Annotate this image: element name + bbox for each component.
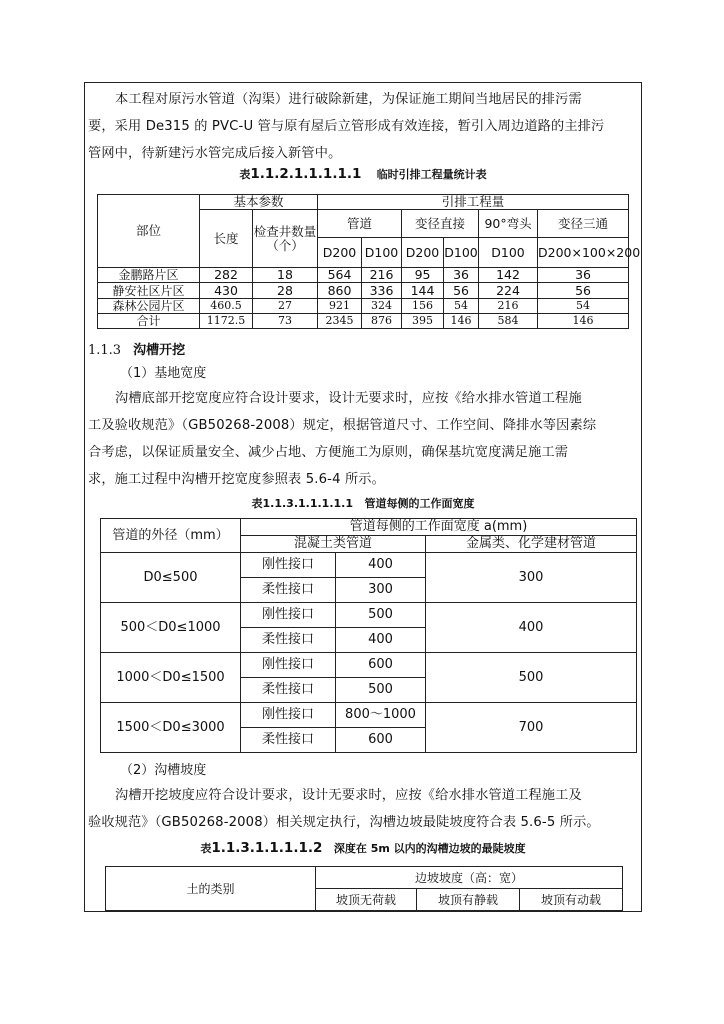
table2-caption-title: 管道每侧的工作面宽度: [364, 497, 475, 510]
header-pipe: 管道: [318, 210, 402, 238]
header-reducer: 变径直接: [402, 210, 479, 238]
table2-caption-number: 1.1.3.1.1.1.1.1: [262, 497, 353, 510]
rigid-joint-label: 刚性接口: [241, 553, 336, 578]
region-name: 合计: [98, 314, 200, 329]
cell-reducer-d200: 95: [402, 268, 444, 283]
cell-reducer-d200: 156: [402, 299, 444, 314]
cell-elbow: 216: [479, 299, 538, 314]
header-soil-type: 土的类别: [106, 867, 316, 911]
rigid-joint-label: 刚性接口: [241, 703, 336, 728]
cell-pipe-d100: 324: [362, 299, 402, 314]
cell-wells: 73: [253, 314, 318, 329]
cell-wells: 18: [253, 268, 318, 283]
metal-pipe-value: 500: [426, 653, 637, 703]
para2-line-1: 沟槽底部开挖宽度应符合设计要求，设计无要求时，应按《给水排水管道工程施: [115, 391, 582, 406]
para2-line-2: 工及验收规范》（GB50268-2008）规定，根据管道尺寸、工作空间、降排水等因素综: [88, 418, 597, 433]
flexible-joint-label: 柔性接口: [241, 628, 336, 653]
flexible-joint-value: 500: [336, 678, 426, 703]
rigid-joint-value: 400: [336, 553, 426, 578]
header-reducer-d200: D200: [402, 238, 444, 268]
rigid-joint-value: 600: [336, 653, 426, 678]
intro-line-2: 要，采用 De315 的 PVC-U 管与原有屋后立管形成有效连接，暂引入周边道路的主排污: [88, 119, 605, 134]
metal-pipe-value: 400: [426, 603, 637, 653]
header-work-face-width: 管道每侧的工作面宽度 a(mm): [241, 519, 637, 536]
drainage-quantity-table: [97, 194, 641, 329]
cell-tee: 56: [538, 283, 629, 299]
flexible-joint-label: 柔性接口: [241, 728, 336, 753]
cell-pipe-d200: 921: [318, 299, 362, 314]
trench-width-paragraph: [88, 385, 638, 493]
cell-tee: 54: [538, 299, 629, 314]
cell-elbow: 584: [479, 314, 538, 329]
table-row-total: [98, 314, 629, 329]
rigid-joint-label: 刚性接口: [241, 653, 336, 678]
table-row: [101, 653, 637, 678]
header-basic-params: 基本参数: [200, 195, 318, 210]
metal-pipe-value: 700: [426, 703, 637, 753]
rigid-joint-value: 500: [336, 603, 426, 628]
header-pipe-d200: D200: [318, 238, 362, 268]
intro-paragraph: [88, 86, 638, 167]
trench-slope-paragraph: [88, 782, 638, 836]
cell-reducer-d100: 54: [444, 299, 479, 314]
metal-pipe-value: 300: [426, 553, 637, 603]
header-pipe-d100: D100: [362, 238, 402, 268]
cell-wells: 28: [253, 283, 318, 299]
diameter-range: 500＜D0≤1000: [101, 603, 241, 653]
header-slope-ratio: 边坡坡度（高：宽）: [316, 867, 623, 889]
table3-caption-prefix: 表: [200, 842, 212, 855]
header-elbow-d100: D100: [479, 238, 538, 268]
para3-line-1: 沟槽开挖坡度应符合设计要求，设计无要求时，应按《给水排水管道工程施工及: [115, 788, 582, 803]
cell-reducer-d100: 36: [444, 268, 479, 283]
table3-caption-number: 1.1.3.1.1.1.1.2: [211, 840, 323, 856]
header-region: 部位: [98, 195, 200, 268]
header-outer-diameter: 管道的外径（mm）: [101, 519, 241, 553]
table2-caption-prefix: 表: [251, 497, 263, 510]
region-name: 静安社区片区: [98, 283, 200, 299]
cell-pipe-d100: 216: [362, 268, 402, 283]
header-no-load: 坡顶无荷载: [316, 889, 417, 911]
table-row: [101, 553, 637, 578]
header-tee-size: D200×100×200: [538, 238, 629, 268]
section-title: 沟槽开挖: [133, 343, 186, 358]
cell-pipe-d100: 876: [362, 314, 402, 329]
header-length: 长度: [200, 210, 253, 268]
rigid-joint-value: 800～1000: [336, 703, 426, 728]
region-name: 森林公园片区: [98, 299, 200, 314]
table1-caption-number: 1.1.2.1.1.1.1.1: [250, 166, 362, 182]
header-reducer-d100: D100: [444, 238, 479, 268]
table2-caption: [84, 495, 642, 511]
cell-reducer-d100: 146: [444, 314, 479, 329]
header-dynamic-load: 坡顶有动载: [520, 889, 623, 911]
para2-line-4: 求，施工过程中沟槽开挖宽度参照表 5.6-4 所示。: [88, 472, 385, 487]
cell-pipe-d100: 336: [362, 283, 402, 299]
cell-length: 430: [200, 283, 253, 299]
diameter-range: 1500＜D0≤3000: [101, 703, 241, 753]
cell-pipe-d200: 2345: [318, 314, 362, 329]
cell-pipe-d200: 860: [318, 283, 362, 299]
table-row: [101, 603, 637, 628]
table1-caption-prefix: 表: [239, 168, 251, 181]
header-metal-pipe: 金属类、化学建材管道: [426, 536, 637, 553]
rigid-joint-label: 刚性接口: [241, 603, 336, 628]
para2-line-3: 合考虑，以保证质量安全、减少占地、方便施工为原则，确保基坑宽度满足施工需: [88, 445, 569, 460]
cell-reducer-d100: 56: [444, 283, 479, 299]
header-tee: 变径三通: [538, 210, 629, 238]
table1-caption: [84, 166, 642, 182]
table-row: [98, 299, 629, 314]
table-row: [101, 703, 637, 728]
subheading-base-width: （1）基地宽度: [120, 366, 207, 381]
cell-length: 460.5: [200, 299, 253, 314]
region-name: 金鹏路片区: [98, 268, 200, 283]
cell-tee: 36: [538, 268, 629, 283]
work-face-width-table: [100, 518, 637, 753]
cell-elbow: 224: [479, 283, 538, 299]
flexible-joint-label: 柔性接口: [241, 678, 336, 703]
header-concrete-pipe: 混凝土类管道: [241, 536, 426, 553]
cell-pipe-d200: 564: [318, 268, 362, 283]
flexible-joint-value: 400: [336, 628, 426, 653]
section-number: 1.1.3: [88, 343, 122, 358]
flexible-joint-value: 300: [336, 578, 426, 603]
cell-elbow: 142: [479, 268, 538, 283]
para3-line-2: 验收规范》（GB50268-2008）相关规定执行，沟槽边坡最陡坡度符合表 5.6-5 所示。: [88, 815, 600, 830]
table-row: [98, 268, 629, 283]
intro-line-1: 本工程对原污水管道（沟渠）进行破除新建，为保证施工期间当地居民的排污需: [115, 92, 582, 107]
slope-table: [105, 866, 623, 911]
header-drain-quantity: 引排工程量: [318, 195, 629, 210]
cell-length: 1172.5: [200, 314, 253, 329]
cell-wells: 27: [253, 299, 318, 314]
section-heading: [88, 339, 185, 358]
page-frame-bottom: [84, 911, 642, 912]
diameter-range: D0≤500: [101, 553, 241, 603]
intro-line-3: 管网中，待新建污水管完成后接入新管中。: [88, 146, 342, 161]
table3-caption: [84, 840, 642, 856]
subheading-trench-slope: （2）沟槽坡度: [120, 763, 207, 778]
flexible-joint-label: 柔性接口: [241, 578, 336, 603]
header-static-load: 坡顶有静载: [417, 889, 520, 911]
header-elbow: 90°弯头: [479, 210, 538, 238]
table-row: [98, 283, 629, 299]
table3-caption-title: 深度在 5m 以内的沟槽边坡的最陡坡度: [333, 842, 526, 855]
flexible-joint-value: 600: [336, 728, 426, 753]
table1-caption-title: 临时引排工程量统计表: [376, 168, 487, 181]
header-wells: 检查井数量（个）: [253, 210, 318, 268]
cell-tee: 146: [538, 314, 629, 329]
cell-reducer-d200: 395: [402, 314, 444, 329]
cell-reducer-d200: 144: [402, 283, 444, 299]
diameter-range: 1000＜D0≤1500: [101, 653, 241, 703]
cell-length: 282: [200, 268, 253, 283]
